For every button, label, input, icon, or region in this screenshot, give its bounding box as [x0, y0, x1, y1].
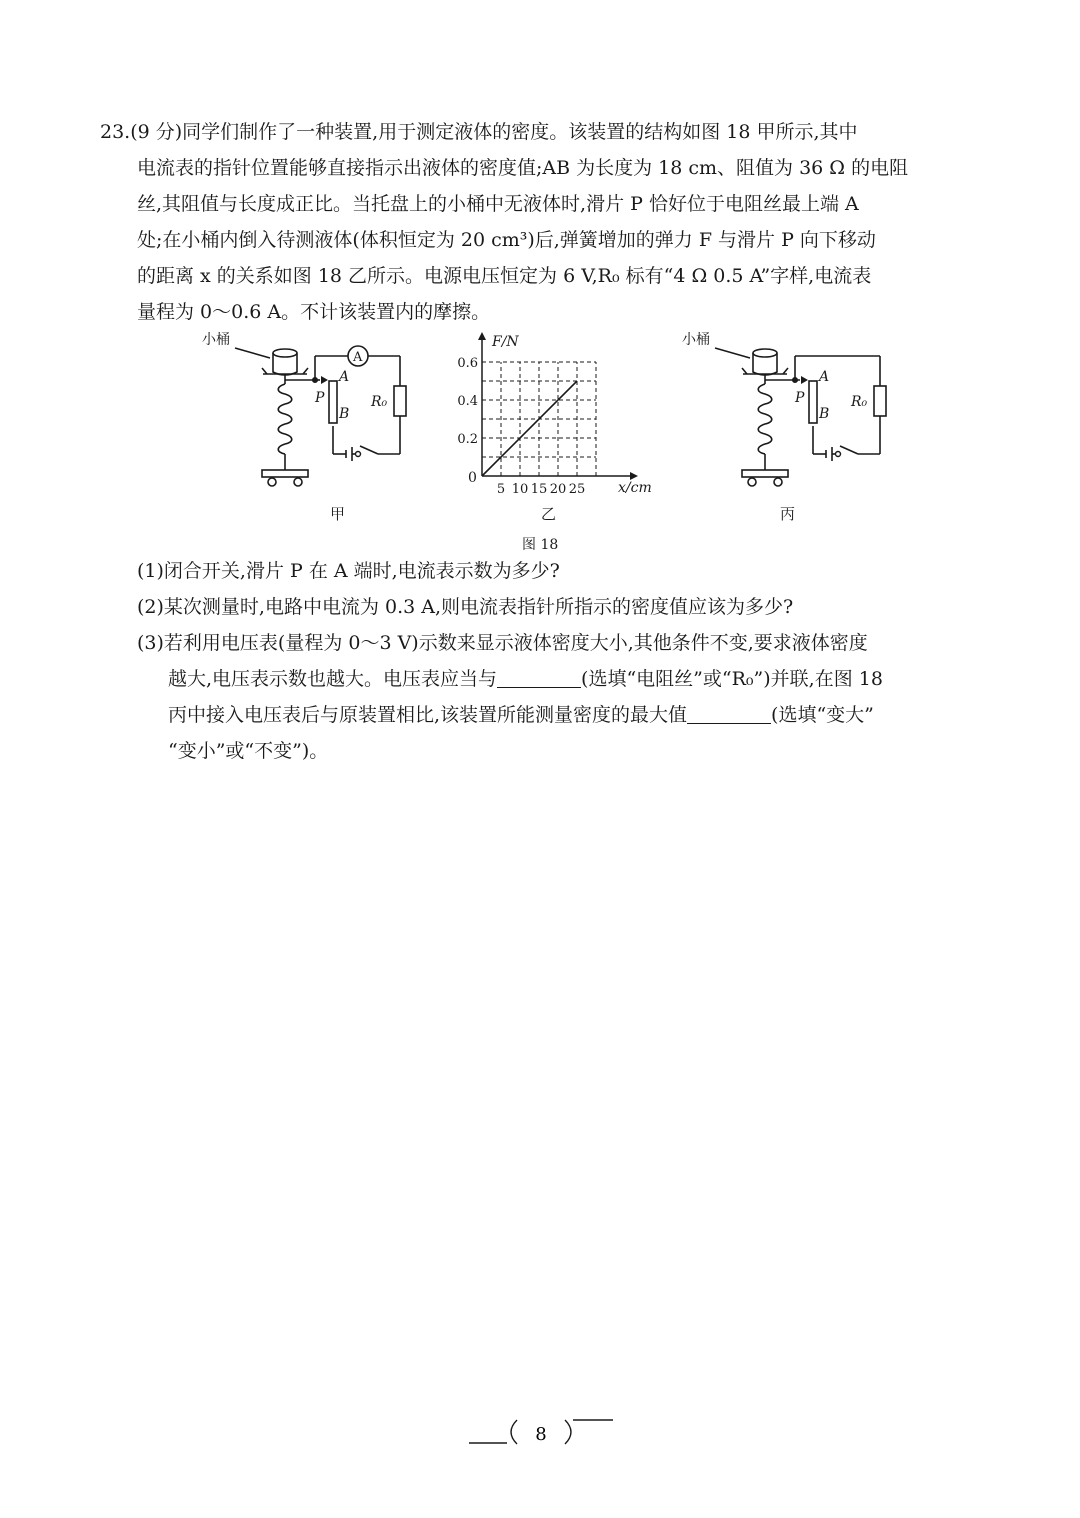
force-displacement-chart: [440, 326, 680, 501]
x-axis-label: x/cm: [618, 480, 652, 496]
x-tick-label: 10: [511, 482, 529, 497]
question-3-text: (选填“电阻丝”或“R₀”)并联,在图 18: [581, 668, 883, 690]
problem-line: 量程为 0～0.6 A。不计该装置内的摩擦。: [137, 301, 491, 323]
y-tick-label: 0.2: [457, 432, 478, 447]
x-tick-label: 5: [496, 482, 506, 497]
page-number: 8: [535, 1424, 547, 1445]
y-tick-label: 0.4: [457, 394, 478, 409]
question-3-line: “变小”或“不变”)。: [168, 740, 329, 762]
y-tick-label: 0.6: [457, 356, 478, 371]
question-3-text: 丙中接入电压表后与原装置相比,该装置所能测量密度的最大值: [168, 704, 688, 726]
origin-label: 0: [468, 470, 477, 486]
problem-line: 的距离 x 的关系如图 18 乙所示。电源电压恒定为 6 V,R₀ 标有“4 Ω 0.5 A”字样,电流表: [137, 265, 872, 287]
questions: [100, 553, 990, 769]
page-number-box: [465, 1410, 615, 1460]
question-1: (1)闭合开关,滑片 P 在 A 端时,电流表示数为多少?: [137, 560, 560, 582]
problem-line: 丝,其阻值与长度成正比。当托盘上的小桶中无液体时,滑片 P 恰好位于电阻丝最上端 A: [137, 193, 859, 215]
point-a-label: A: [819, 369, 830, 385]
answer-blank[interactable]: [687, 703, 771, 724]
figure-jia: [190, 326, 420, 540]
figure-jia-label: 甲: [330, 505, 346, 523]
point-p-label: P: [315, 390, 325, 406]
problem-line: 电流表的指针位置能够直接指示出液体的密度值;AB 为长度为 18 cm、阻值为 36 Ω 的电阻: [137, 157, 909, 179]
resistor-label: R₀: [371, 394, 388, 410]
point-a-label: A: [339, 369, 350, 385]
problem-line: 23.(9 分)同学们制作了一种装置,用于测定液体的密度。该装置的结构如图 18 甲所示,其中: [100, 121, 858, 143]
figure-caption: 图 18: [522, 537, 559, 553]
question-3-line: [100, 661, 990, 697]
problem-statement: [100, 114, 990, 330]
figure-yi-label: 乙: [541, 505, 557, 523]
answer-blank[interactable]: [497, 667, 581, 688]
figure-bing-label: 丙: [780, 505, 796, 523]
point-b-label: B: [819, 406, 830, 422]
question-3-line: (3)若利用电压表(量程为 0～3 V)示数来显示液体密度大小,其他条件不变,要求液体密度: [137, 632, 868, 654]
ammeter-label: A: [353, 350, 363, 365]
figure-yi: [440, 326, 680, 505]
question-2: (2)某次测量时,电路中电流为 0.3 A,则电流表指针所指示的密度值应该为多少?: [137, 596, 794, 618]
question-3-text: 越大,电压表示数也越大。电压表应当与: [168, 668, 498, 690]
bucket-label: 小桶: [202, 332, 230, 348]
point-p-label: P: [795, 390, 805, 406]
x-tick-label: 25: [568, 482, 586, 497]
y-axis-label: F/N: [492, 334, 519, 350]
series-line: [482, 381, 577, 476]
question-3-text: (选填“变大”: [771, 704, 874, 726]
point-b-label: B: [339, 406, 350, 422]
x-tick-label: 15: [530, 482, 548, 497]
x-tick-label: 20: [549, 482, 567, 497]
resistor-label: R₀: [851, 394, 868, 410]
bucket-label: 小桶: [682, 332, 710, 348]
question-3-line: [100, 697, 990, 733]
problem-line: 处;在小桶内倒入待测液体(体积恒定为 20 cm³)后,弹簧增加的弹力 F 与滑片 P 向下移动: [137, 229, 876, 251]
